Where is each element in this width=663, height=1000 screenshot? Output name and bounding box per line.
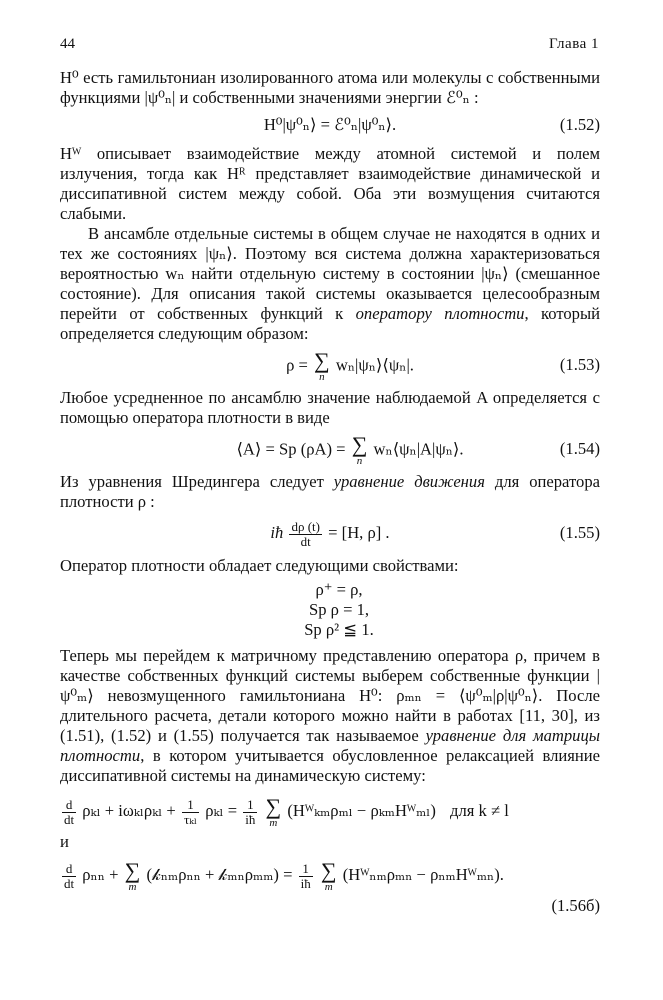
equation-1-56a — [60, 794, 600, 828]
sum-symbol: ∑ n — [351, 432, 368, 467]
denominator: τₖₗ — [183, 811, 198, 827]
paragraph-properties: Оператор плотности обладает следующими свойствами: — [60, 556, 459, 575]
equation-body — [286, 350, 414, 383]
text-span: , в котором учитывается обусловленное релаксацией влияние диссипативной системы на динамическую систему: — [60, 746, 600, 785]
page-body — [60, 68, 600, 916]
sum-index: m — [128, 880, 137, 893]
text-span: В ансамбле отдельные системы в общем случае не находятся в одних и тех же состояниях |ψₙ⟩. Поэтому вся система должна характеризоваться вероятностью wₙ найти отдельную систему в состоянии |ψₙ⟩ (смешанное состояние). Для описания такой системы оказывается целесообразным перейти от собственных функций к — [60, 224, 600, 323]
paragraph-hamiltonian: H⁰ есть гамильтониан изолированного атома или молекулы с собственными функциями |ψ⁰ₙ| и собственными значениями энергии ℰ⁰ₙ : — [60, 68, 600, 107]
eq-term: (𝓀ₙₘρₙₙ + 𝓀ₘₙρₘₘ) = — [146, 865, 293, 884]
sum-symbol: ∑ m — [124, 857, 141, 893]
chapter-header: Глава 1 — [549, 36, 599, 52]
eq-rhs: = [H, ρ] . — [328, 523, 390, 542]
equation-number: (1.53) — [559, 355, 600, 374]
property-hermitian: ρ⁺ = ρ, — [315, 580, 363, 599]
fraction — [289, 520, 322, 549]
conjunction: и — [60, 832, 69, 851]
page-number: 44 — [60, 36, 75, 52]
denominator: dt — [64, 811, 75, 827]
sum-index: n — [319, 371, 325, 383]
sum-index: n — [356, 455, 363, 467]
eq-lhs: ⟨A⟩ = Sp (ρA) = — [236, 439, 346, 459]
sum-symbol: ∑ n — [314, 348, 330, 383]
text-span: , который определяется следующим образом: — [60, 304, 600, 343]
numerator: 1 — [182, 798, 199, 813]
numerator: 1 — [299, 862, 313, 877]
eq-term: ρₙₙ + — [82, 865, 119, 884]
sum-index: m — [324, 880, 333, 893]
equation-1-54 — [60, 432, 600, 467]
equation-number-1-56b: (1.56б) — [551, 896, 600, 915]
eq-rhs: wₙ|ψₙ⟩⟨ψₙ|. — [335, 355, 414, 375]
fraction-derivative — [62, 862, 76, 891]
emphasis: оператору плотности — [355, 304, 525, 323]
eq-term: ρₖₗ = — [205, 801, 238, 820]
text-span: Из уравнения Шредингера следует — [60, 472, 334, 491]
numerator: d — [62, 798, 76, 813]
eq-condition: для k ≠ l — [450, 801, 509, 820]
equation-body: H⁰|ψ⁰ₙ⟩ = ℰ⁰ₙ|ψ⁰ₙ⟩. — [263, 115, 397, 134]
text-span: для оператора плотности ρ : — [60, 472, 600, 511]
equation-number: (1.55) — [559, 523, 600, 542]
eq-term: ρₖₗ + iωₖₗρₖₗ + — [82, 801, 176, 820]
equation-1-52 — [60, 114, 600, 136]
equation-body — [270, 518, 389, 549]
denominator: dt — [64, 875, 75, 891]
eq-rhs: (Hᵂₙₘρₘₙ − ρₙₘHᵂₘₙ). — [342, 865, 504, 884]
equation-1-53 — [60, 348, 600, 383]
fraction-derivative — [62, 798, 76, 827]
equation-1-56b — [60, 858, 600, 892]
eq-prefix: iħ — [270, 523, 284, 542]
equation-1-55 — [60, 518, 600, 548]
paragraph-interaction: Hᵂ описывает взаимодействие между атомной системой и полем излучения, тогда как Hᴿ представляет взаимодействие динамической и диссипативной систем между собой. Оба эти возмущения считаются слабыми. — [60, 144, 600, 223]
numerator: 1 — [243, 798, 257, 813]
sum-symbol: ∑ m — [265, 793, 282, 829]
paragraph-ensemble — [60, 224, 600, 344]
fraction-relaxation — [182, 798, 199, 827]
emphasis: уравнение движения — [333, 472, 485, 491]
paragraph-schrodinger — [60, 472, 600, 512]
numerator: d — [62, 862, 76, 877]
denominator: iħ — [245, 811, 256, 827]
text-span: Теперь мы перейдем к матричному представлению оператора ρ, причем в качестве собственных функций системы выберем собственные функции |ψ⁰ₘ⟩ невозмущенного гамильтониана H⁰: ρₘₙ = ⟨ψ⁰ₘ|ρ|ψ⁰ₙ⟩. После длительного расчета, детали которого можно найти в работах [11, 30], из (1.51), (1.52) и (1.55) получается так называемое — [60, 646, 600, 745]
emphasis: уравнение для матрицы плотности — [60, 726, 600, 765]
sum-index: m — [269, 816, 278, 829]
sum-symbol: ∑ m — [320, 857, 337, 893]
fraction-ih — [243, 798, 257, 827]
equation-body — [236, 434, 463, 467]
property-trace: Sp ρ = 1, — [308, 600, 370, 619]
paragraph-matrix — [60, 646, 600, 786]
denominator: iħ — [300, 875, 311, 891]
eq-rhs: wₙ⟨ψₙ|A|ψₙ⟩. — [373, 439, 464, 459]
equation-number: (1.52) — [559, 115, 600, 134]
denominator: dt — [300, 533, 311, 549]
equation-number: (1.54) — [559, 439, 600, 458]
property-trace-square: Sp ρ² ≦ 1. — [304, 620, 374, 639]
paragraph-average: Любое усредненное по ансамблю значение наблюдаемой A определяется с помощью оператора плотности в виде — [60, 388, 600, 427]
fraction-ih — [299, 862, 313, 891]
properties-list — [60, 580, 600, 640]
eq-lhs: ρ = — [286, 355, 308, 375]
numerator: dρ (t) — [291, 518, 320, 534]
eq-rhs: (Hᵂₖₘρₘₗ − ρₖₘHᵂₘₗ) — [287, 801, 436, 820]
